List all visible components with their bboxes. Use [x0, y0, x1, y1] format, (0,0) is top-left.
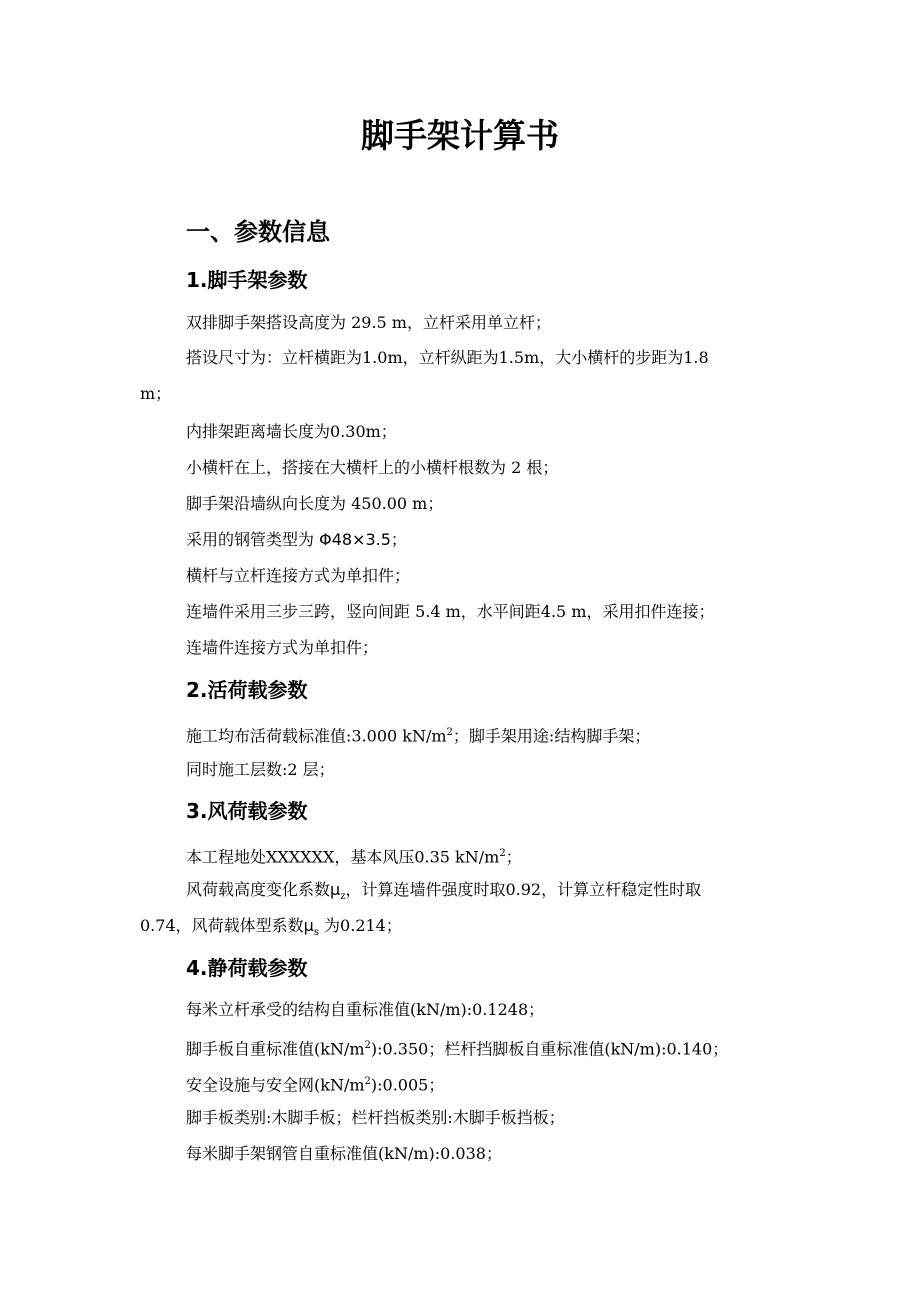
paragraph-wind-pressure [186, 840, 522, 871]
mu-s-subscript: s [313, 927, 319, 939]
paragraph-small-bars: 小横杆在上，搭接在大横杆上的小横杆根数为 2 根； [186, 458, 559, 477]
document-title: 脚手架计算书 [361, 116, 559, 155]
paragraph-length: 脚手架沿墙纵向长度为 450.00 m； [186, 494, 444, 513]
board-weight-sup: 2 [364, 1040, 371, 1051]
pipe-type-value: Φ48×3.5 [319, 530, 391, 549]
paragraph-live-load-value [186, 719, 650, 750]
wind-pressure-suffix: ； [505, 847, 522, 867]
mu-z-subscript: z [340, 891, 346, 903]
live-load-sup: 2 [446, 727, 453, 738]
paragraph-wall-tie-connection: 连墙件连接方式为单扣件； [186, 638, 379, 657]
pipe-type-suffix: ； [390, 530, 407, 549]
paragraph-scaffold-height: 双排脚手架搭设高度为 29.5 m，立杆采用单立杆； [186, 313, 551, 332]
mu-s-symbol: μ [303, 916, 314, 935]
board-weight-prefix: 脚手板自重标准值(kN/m [186, 1039, 365, 1059]
mu-z-symbol: μ [330, 880, 341, 899]
subheading-wind-load: 3.风荷载参数 [186, 799, 308, 823]
subheading-live-load: 2.活荷载参数 [186, 678, 308, 702]
paragraph-board-weight [186, 1032, 728, 1063]
paragraph-safety-net [186, 1068, 444, 1099]
paragraph-dimensions-line2: m； [140, 384, 172, 403]
paragraph-connection-type: 横杆与立杆连接方式为单扣件； [186, 566, 411, 585]
wind-coef-suffix: ，计算连墙件强度时取0.92，计算立杆稳定性时取 [345, 880, 702, 899]
paragraph-pipe-type [186, 526, 407, 554]
live-load-suffix: ；脚手架用途:结构脚手架； [452, 726, 651, 746]
section-heading-parameters: 一、参数信息 [186, 218, 330, 246]
wind-pressure-sup: 2 [499, 848, 506, 859]
wind-pressure-prefix: 本工程地处XXXXXX，基本风压0.35 kN/m [186, 847, 500, 867]
paragraph-board-type: 脚手板类别:木脚手板；栏杆挡板类别:木脚手板挡板； [186, 1108, 565, 1127]
shape-coef-suffix: 为0.214； [318, 916, 402, 935]
paragraph-dimensions-line1: 搭设尺寸为：立杆横距为1.0m，立杆纵距为1.5m，大小横杆的步距为1.8 [186, 348, 709, 367]
pipe-type-prefix: 采用的钢管类型为 [186, 530, 320, 549]
paragraph-wall-distance: 内排架距离墙长度为0.30m； [186, 422, 397, 441]
board-weight-suffix: ):0.350；栏杆挡脚板自重标准值(kN/m):0.140； [370, 1039, 729, 1059]
paragraph-pipe-weight: 每米脚手架钢管自重标准值(kN/m):0.038； [186, 1144, 502, 1163]
subheading-static-load: 4.静荷载参数 [186, 956, 308, 980]
safety-net-sup: 2 [364, 1076, 371, 1087]
shape-coef-prefix: 0.74，风荷载体型系数 [140, 916, 304, 935]
wind-coef-prefix: 风荷载高度变化系数 [186, 880, 331, 899]
paragraph-wind-coefficient-line2 [140, 912, 402, 947]
subheading-scaffold-params: 1.脚手架参数 [186, 268, 308, 292]
paragraph-construction-layers: 同时施工层数:2 层； [186, 760, 335, 779]
live-load-prefix: 施工均布活荷载标准值:3.000 kN/m [186, 726, 447, 746]
paragraph-structure-weight: 每米立杆承受的结构自重标准值(kN/m):0.1248； [186, 1000, 545, 1019]
safety-net-prefix: 安全设施与安全网(kN/m [186, 1075, 365, 1095]
paragraph-wind-coefficient-line1 [186, 876, 701, 911]
paragraph-wall-ties: 连墙件采用三步三跨，竖向间距 5.4 m，水平间距4.5 m，采用扣件连接； [186, 602, 715, 621]
safety-net-suffix: ):0.005； [370, 1075, 445, 1095]
